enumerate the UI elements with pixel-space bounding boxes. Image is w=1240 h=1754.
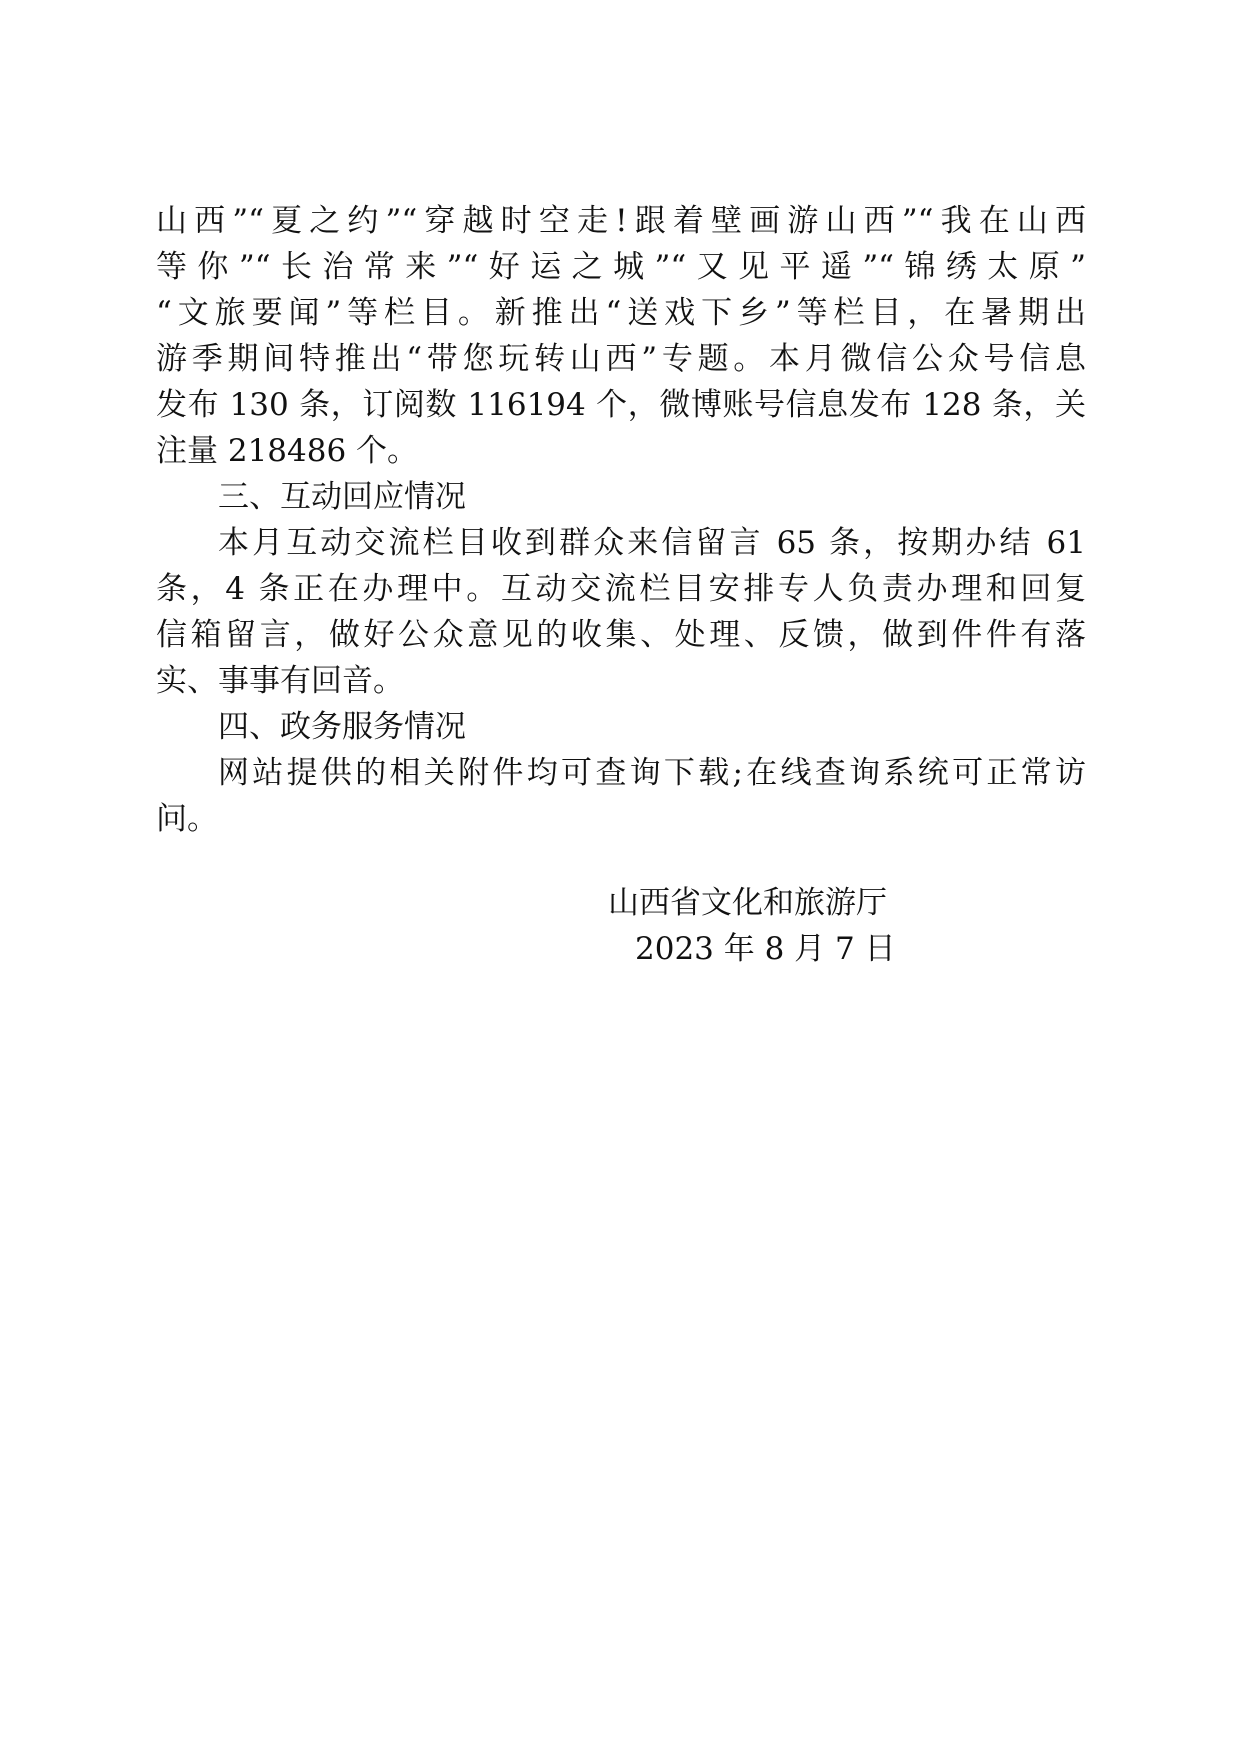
signature-block [608, 880, 928, 972]
signature-date: 2023 年 8 月 7 日 [635, 931, 896, 967]
paragraph-line: “文旅要闻”等栏目。新推出“送戏下乡”等栏目，在暑期出 [156, 295, 1086, 331]
paragraph-line: 注量 218486 个。 [156, 433, 419, 469]
paragraph-line: 问。 [156, 801, 218, 837]
section-heading-services: 四、政务服务情况 [218, 709, 466, 745]
document-body [156, 198, 1086, 842]
paragraph-line: 实、事事有回音。 [156, 663, 404, 699]
paragraph-line: 网站提供的相关附件均可查询下载;在线查询系统可正常访 [218, 755, 1086, 791]
paragraph-line: 本月互动交流栏目收到群众来信留言 65 条，按期办结 61 [218, 525, 1086, 561]
section-services-paragraph [156, 750, 1086, 842]
section-interaction-paragraph [156, 520, 1086, 704]
paragraph-continuation [156, 198, 1086, 474]
paragraph-line: 等你”“长治常来”“好运之城”“又见平遥”“锦绣太原” [156, 249, 1086, 285]
paragraph-line: 山西”“夏之约”“穿越时空走!跟着壁画游山西”“我在山西 [156, 203, 1086, 239]
signature-organization: 山西省文化和旅游厅 [608, 885, 887, 921]
paragraph-line: 游季期间特推出“带您玩转山西”专题。本月微信公众号信息 [156, 341, 1086, 377]
paragraph-line: 条，4 条正在办理中。互动交流栏目安排专人负责办理和回复 [156, 571, 1086, 607]
paragraph-line: 信箱留言，做好公众意见的收集、处理、反馈，做到件件有落 [156, 617, 1086, 653]
section-heading-interaction: 三、互动回应情况 [218, 479, 466, 515]
paragraph-line: 发布 130 条，订阅数 116194 个，微博账号信息发布 128 条，关 [156, 387, 1086, 423]
